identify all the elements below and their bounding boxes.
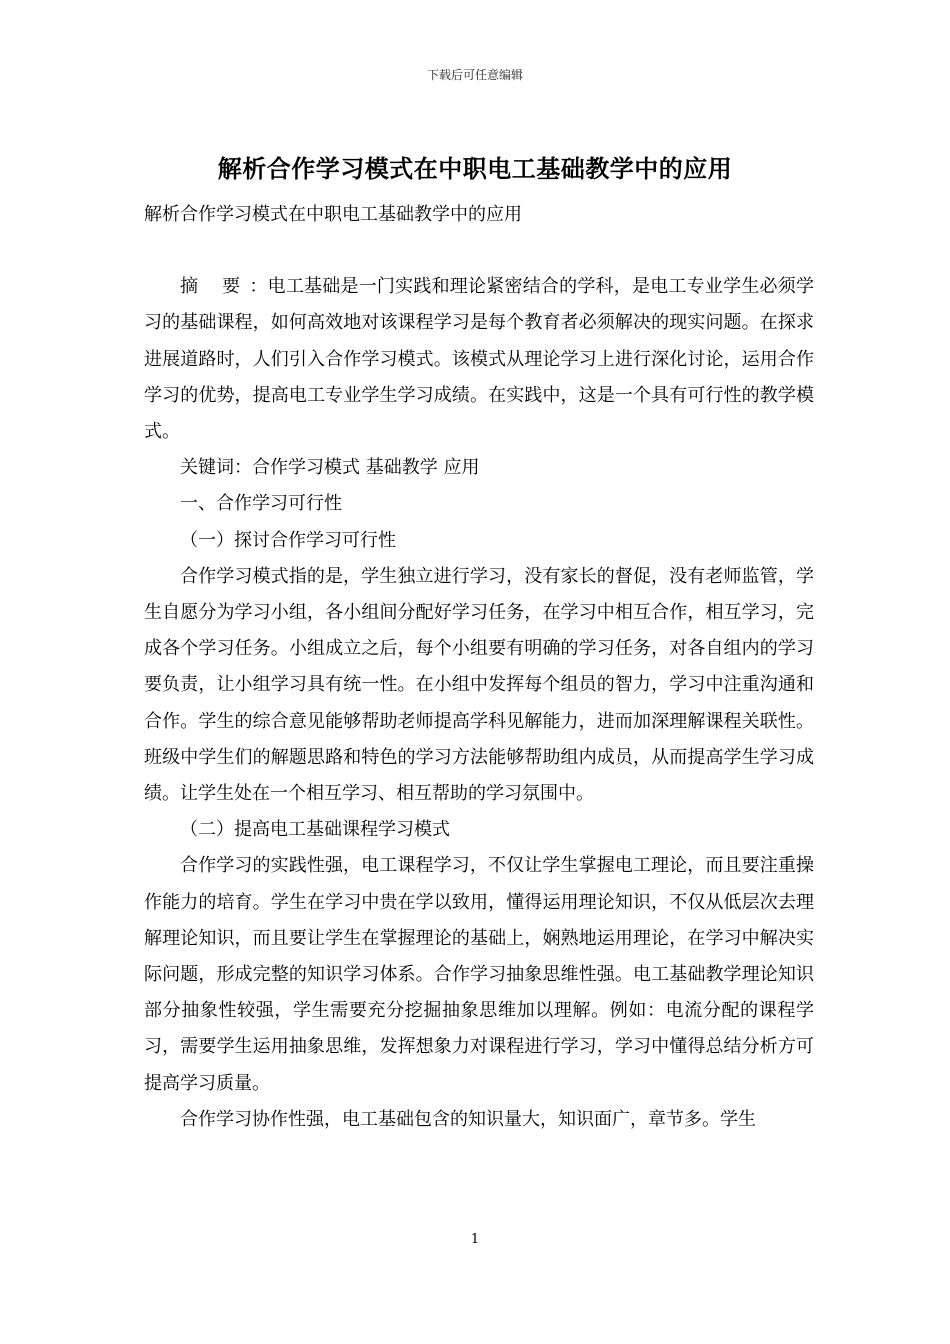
document-body (144, 197, 814, 1138)
keywords-line: 关键词：合作学习模式 基础教学 应用 (180, 457, 480, 479)
section-heading-1: 一、合作学习可行性 (180, 493, 342, 515)
page-header-note: 下载后可任意编辑 (426, 68, 523, 82)
abstract-label: 摘 要 (180, 276, 250, 298)
body-paragraph-2: 合作学习的实践性强，电工课程学习，不仅让学生掌握电工理论，而且要注重操作能力的培育。学生在学习中贵在学以致用，懂得运用理论知识，不仅从低层次去理解理论知识，而且要让学生在掌握理论的基础上，娴熟地运用理论，在学习中解决实际问题，形成完整的知识学习体系。合作学习抽象思维性强。电工基础教学理论知识部分抽象性较强，学生需要充分挖掘抽象思维加以理解。例如：电流分配的课程学习，需要学生运用抽象思维，发挥想象力对课程进行学习，学习中懂得总结分析方可提高学习质量。 (144, 855, 814, 1094)
subsection-heading-2: （二）提高电工基础课程学习模式 (180, 819, 450, 841)
abstract-text: ：电工基础是一门实践和理论紧密结合的学科，是电工专业学生必须学习的基础课程，如何高效地对该课程学习是每个教育者必须解决的现实问题。在探求进展道路时，人们引入合作学习模式。该模式从理论学习上进行深化讨论，运用合作学习的优势，提高电工专业学生学习成绩。在实践中，这是一个具有可行性的教学模式。 (144, 276, 814, 443)
body-paragraph-1: 合作学习模式指的是，学生独立进行学习，没有家长的督促，没有老师监管，学生自愿分为学习小组，各小组间分配好学习任务，在学习中相互合作，相互学习，完成各个学习任务。小组成立之后，每个小组要有明确的学习任务，对各自组内的学习要负责，让小组学习具有统一性。在小组中发挥每个组员的智力，学习中注重沟通和合作。学生的综合意见能够帮助老师提高学科见解能力，进而加深理解课程关联性。班级中学生们的解题思路和特色的学习方法能够帮助组内成员，从而提高学生学习成绩。让学生处在一个相互学习、相互帮助的学习氛围中。 (144, 565, 814, 805)
abstract-paragraph (144, 269, 814, 450)
body-paragraph-3: 合作学习协作性强，电工基础包含的知识量大，知识面广，章节多。学生 (180, 1108, 756, 1130)
page-number: 1 (470, 1232, 480, 1247)
document-title: 解析合作学习模式在中职电工基础教学中的应用 (217, 154, 733, 183)
subsection-heading-1: （一）探讨合作学习可行性 (180, 529, 396, 551)
document-subtitle: 解析合作学习模式在中职电工基础教学中的应用 (144, 204, 522, 225)
